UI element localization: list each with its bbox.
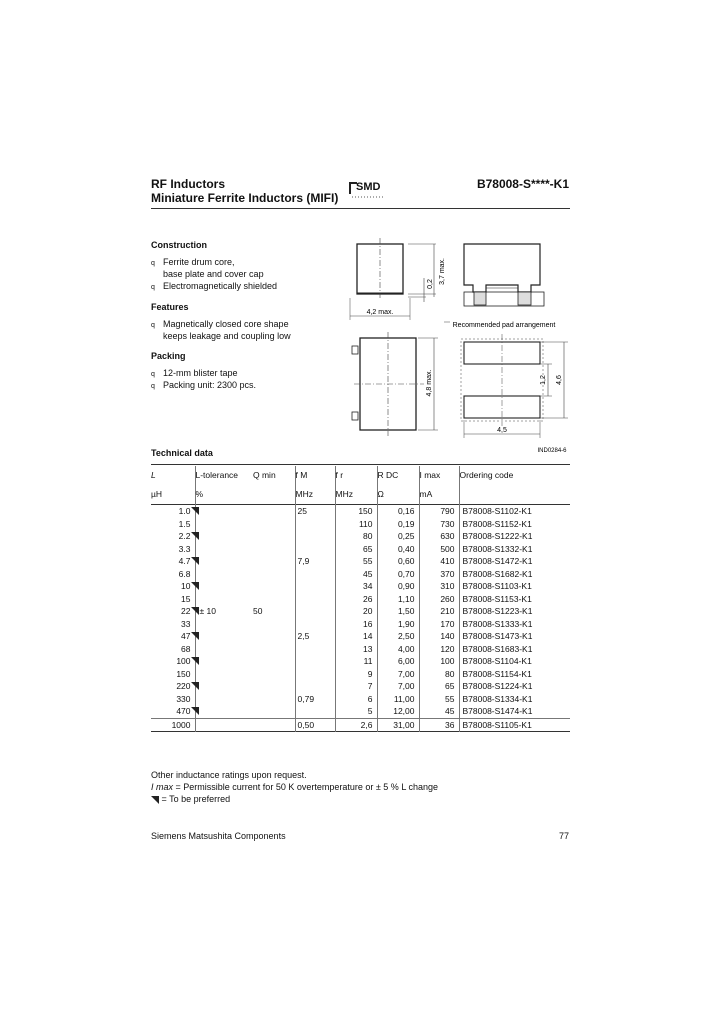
col-header-l: L (151, 469, 156, 480)
preferred-triangle-icon (191, 557, 199, 565)
cell-inductance: 47 (151, 630, 195, 643)
unit-ordering-code (459, 483, 570, 505)
page-subtitle: Miniature Ferrite Inductors (MIFI) (151, 191, 339, 205)
cell-ordering-code: B78008-S1474-K1 (459, 705, 570, 718)
cell-fm: 2,5 (295, 593, 335, 681)
preferred-triangle-icon (191, 607, 199, 615)
cell-inductance: 10 (151, 580, 195, 593)
cell-max-current: 55 (419, 693, 459, 706)
cell-inductance: 15 (181, 593, 191, 604)
cell-resistance: 4,00 (377, 643, 419, 656)
preferred-triangle-icon (151, 796, 159, 804)
cell-resistance: 0,40 (377, 543, 419, 556)
cell-inductance: 1.0 (151, 505, 195, 518)
col-header-fr: f r (335, 466, 377, 483)
cell-inductance: 33 (181, 618, 191, 629)
cell-max-current: 500 (419, 543, 459, 556)
pad-side-view (464, 244, 540, 292)
unit-tolerance: % (195, 483, 253, 505)
cell-self-resonance: 34 (335, 580, 377, 593)
cell-ordering-code: B78008-S1154-K1 (459, 668, 570, 681)
cell-max-current: 210 (419, 605, 459, 618)
bullet-glyph: q (151, 284, 155, 291)
cell-ordering-code: B78008-S1334-K1 (459, 693, 570, 706)
col-header-ordering-code: Ordering code (459, 466, 570, 483)
cell-inductance: 68 (181, 643, 191, 654)
note-preferred (151, 793, 230, 805)
col-header-imax: I max (419, 466, 459, 483)
cell-inductance: 4.7 (151, 555, 195, 568)
cell-self-resonance: 16 (335, 618, 377, 631)
cell-inductance: 1000 (171, 719, 191, 730)
cell-resistance: 11,00 (377, 693, 419, 706)
features-item (151, 318, 291, 342)
cell-resistance: 7,00 (377, 680, 419, 693)
cell-resistance: 0,25 (377, 530, 419, 543)
technical-heading: Technical data (151, 448, 213, 458)
cell-inductance: 330 (176, 693, 191, 704)
cell-resistance: 7,00 (377, 668, 419, 681)
features-item-text: Magnetically closed core shape keeps leakage and coupling low (163, 319, 291, 341)
preferred-triangle-icon (191, 632, 199, 640)
cell-self-resonance: 55 (335, 555, 377, 568)
drawing-code: IND0284-6 (537, 448, 567, 454)
cell-max-current: 100 (419, 655, 459, 668)
cell-resistance: 1,10 (377, 593, 419, 606)
cell-self-resonance: 150 (335, 505, 377, 518)
table-header-row (151, 466, 570, 483)
cell-inductance: 1.5 (178, 518, 191, 529)
unit-imax: mA (419, 483, 459, 505)
cell-max-current: 140 (419, 630, 459, 643)
cell-ordering-code: B78008-S1153-K1 (459, 593, 570, 606)
packing-item-text: Packing unit: 2300 pcs. (163, 380, 257, 390)
cell-fm: 25 (295, 505, 335, 531)
cell-resistance: 0,19 (377, 518, 419, 531)
footer-page-number: 77 (559, 831, 570, 841)
dim-length-label: 4,8 max. (426, 369, 433, 397)
cell-self-resonance: 80 (335, 530, 377, 543)
cell-ordering-code: B78008-S1224-K1 (459, 680, 570, 693)
col-header-fm: f M (295, 466, 335, 483)
preferred-triangle-icon (191, 582, 199, 590)
cell-ordering-code: B78008-S1222-K1 (459, 530, 570, 543)
cell-ordering-code: B78008-S1333-K1 (459, 618, 570, 631)
cell-ordering-code: B78008-S1332-K1 (459, 543, 570, 556)
dim-width-label: 4,2 max. (366, 309, 394, 316)
cell-ordering-code: B78008-S1105-K1 (459, 718, 570, 732)
smd-logo (348, 180, 386, 200)
dim-gap-label: 0,2 (427, 279, 434, 289)
cell-self-resonance: 14 (335, 630, 377, 643)
cell-ordering-code: B78008-S1103-K1 (459, 580, 570, 593)
unit-qmin (253, 483, 295, 505)
part-number: B78008-S****-K1 (476, 177, 569, 191)
footer-company: Siemens Matsushita Components (151, 831, 286, 841)
imax-note-text: = Permissible current for 50 K overtemperature or ± 5 % L change (175, 782, 439, 792)
cell-inductance: 220 (151, 680, 195, 693)
smd-logo-text: SMD (356, 181, 381, 193)
cell-max-current: 65 (419, 680, 459, 693)
cell-self-resonance: 45 (335, 568, 377, 581)
cell-ordering-code: B78008-S1152-K1 (459, 518, 570, 531)
cell-self-resonance: 9 (335, 668, 377, 681)
table-row (151, 505, 570, 518)
construction-item (151, 256, 264, 280)
dim-height-label: 3,7 max. (439, 258, 446, 285)
construction-item-text: Ferrite drum core, base plate and cover cap (163, 257, 264, 279)
unit-fr: MHz (335, 483, 377, 505)
cell-qmin-empty (253, 718, 295, 732)
packing-item-text: 12-mm blister tape (163, 368, 238, 378)
cell-resistance: 31,00 (377, 718, 419, 732)
construction-item (151, 280, 277, 294)
table-top-rule (151, 464, 570, 465)
bullet-glyph: q (151, 260, 155, 267)
packing-item (151, 379, 256, 393)
cell-ordering-code: B78008-S1473-K1 (459, 630, 570, 643)
cell-self-resonance: 26 (335, 593, 377, 606)
cell-qmin: 50 (253, 505, 295, 719)
cell-max-current: 410 (419, 555, 459, 568)
cell-inductance: 22 (151, 605, 195, 618)
cell-self-resonance: 5 (335, 705, 377, 718)
construction-heading: Construction (151, 240, 207, 250)
cell-max-current: 120 (419, 643, 459, 656)
cell-max-current: 80 (419, 668, 459, 681)
cell-max-current: 310 (419, 580, 459, 593)
cell-max-current: 370 (419, 568, 459, 581)
cell-self-resonance: 13 (335, 643, 377, 656)
cell-resistance: 2,50 (377, 630, 419, 643)
col-header-qmin: Q min (253, 469, 276, 480)
cell-max-current: 630 (419, 530, 459, 543)
cell-ordering-code: B78008-S1682-K1 (459, 568, 570, 581)
imax-symbol: I max (151, 782, 174, 792)
cell-resistance: 6,00 (377, 655, 419, 668)
bullet-glyph: q (151, 383, 155, 390)
cell-resistance: 0,90 (377, 580, 419, 593)
cell-resistance: 1,90 (377, 618, 419, 631)
preferred-triangle-icon (191, 507, 199, 515)
cell-ordering-code: B78008-S1104-K1 (459, 655, 570, 668)
table-row (151, 718, 570, 732)
cell-fm: 0,50 (295, 718, 335, 732)
cell-max-current: 790 (419, 505, 459, 518)
bullet-glyph: q (151, 322, 155, 329)
cell-inductance: 2.2 (151, 530, 195, 543)
note-imax (151, 781, 438, 793)
pad-dim-height-label: 4,6 (556, 375, 563, 385)
technical-drawing (340, 238, 572, 458)
cell-self-resonance: 7 (335, 680, 377, 693)
col-header-tolerance: L-tolerance (195, 466, 253, 483)
note-other-ratings: Other inductance ratings upon request. (151, 770, 307, 780)
cell-self-resonance: 65 (335, 543, 377, 556)
cell-inductance: 6.8 (178, 568, 191, 579)
cell-self-resonance: 110 (335, 518, 377, 531)
unit-l: µH (151, 488, 163, 499)
cell-max-current: 170 (419, 618, 459, 631)
preferred-triangle-icon (191, 707, 199, 715)
cell-tolerance-empty (195, 718, 253, 732)
cell-self-resonance: 20 (335, 605, 377, 618)
cell-inductance: 150 (176, 668, 191, 679)
cell-inductance: 100 (151, 655, 195, 668)
cell-max-current: 260 (419, 593, 459, 606)
cell-resistance: 0,70 (377, 568, 419, 581)
cell-max-current: 45 (419, 705, 459, 718)
cell-resistance: 0,16 (377, 505, 419, 518)
table-units-row (151, 483, 570, 505)
pad-caption: Recommended pad arrangement (452, 322, 556, 329)
pad-dim-gap-label: 1,2 (540, 375, 547, 385)
cell-self-resonance: 2,6 (335, 718, 377, 732)
page-title: RF Inductors (151, 177, 225, 191)
header-rule (151, 208, 570, 209)
preferred-triangle-icon (191, 657, 199, 665)
cell-max-current: 36 (419, 718, 459, 732)
preferred-triangle-icon (191, 532, 199, 540)
pad-dim-width-label: 4,5 (497, 427, 507, 434)
cell-fm: 7,9 (295, 530, 335, 593)
cell-resistance: 0,60 (377, 555, 419, 568)
cell-inductance: 470 (151, 705, 195, 718)
cell-self-resonance: 6 (335, 693, 377, 706)
preferred-note-text: = To be preferred (161, 794, 231, 804)
cell-self-resonance: 11 (335, 655, 377, 668)
features-heading: Features (151, 302, 189, 312)
unit-rdc: Ω (377, 483, 419, 505)
cell-ordering-code: B78008-S1223-K1 (459, 605, 570, 618)
construction-item-text: Electromagnetically shielded (163, 281, 278, 291)
packing-heading: Packing (151, 351, 186, 361)
cell-ordering-code: B78008-S1683-K1 (459, 643, 570, 656)
technical-data-table (151, 466, 570, 732)
preferred-triangle-icon (191, 682, 199, 690)
cell-fm: 0,79 (295, 680, 335, 718)
table-body (151, 505, 570, 732)
cell-resistance: 1,50 (377, 605, 419, 618)
cell-ordering-code: B78008-S1472-K1 (459, 555, 570, 568)
cell-tolerance: ± 10 (195, 505, 253, 719)
bullet-glyph: q (151, 371, 155, 378)
unit-fm: MHz (295, 483, 335, 505)
cell-ordering-code: B78008-S1102-K1 (459, 505, 570, 518)
cell-inductance: 3.3 (178, 543, 191, 554)
cell-max-current: 730 (419, 518, 459, 531)
cell-resistance: 12,00 (377, 705, 419, 718)
col-header-rdc: R DC (377, 466, 419, 483)
